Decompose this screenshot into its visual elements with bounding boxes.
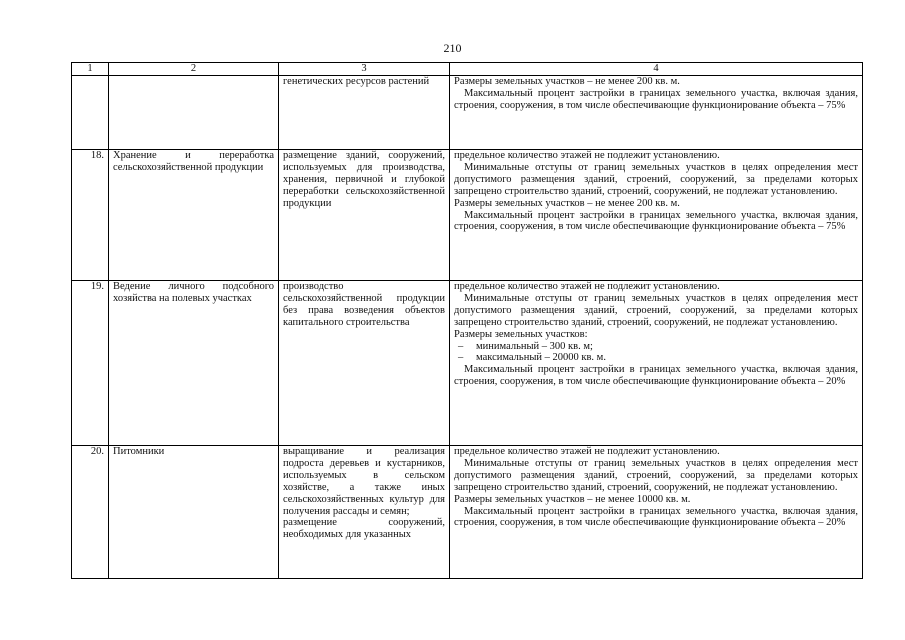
page-number: 210 (443, 41, 462, 55)
land-use-table (71, 62, 863, 579)
use-description (279, 446, 450, 579)
use-parameters (450, 281, 863, 446)
use-type-name: Питомники (109, 446, 279, 579)
use-description: размещение зданий, сооружений, используемых для производства, хранения, первичной и глубокой переработки сельскохозяйственной продукции (279, 150, 450, 281)
parameter-text: Максимальный процент застройки в границах земельного участка, включая здания, строения, сооружения, в том числе обеспечивающие функционирование объекта – 75% (454, 209, 858, 233)
parameter-text: Размеры земельных участков: (454, 328, 588, 340)
row-number: 20. (72, 446, 109, 579)
parameter-text: Минимальные отступы от границ земельных участков в целях определения мест допустимого размещения зданий, строений, сооружений, за пределами которых запрещено строительство зданий, строений, сооружений, не подлежат установлению. (454, 292, 858, 328)
column-number-row (72, 63, 863, 76)
list-item (454, 352, 858, 364)
parameter-text: Размеры земельных участков – не менее 200 кв. м. (454, 197, 680, 209)
use-parameters (450, 150, 863, 281)
parameter-text: Максимальный процент застройки в границах земельного участка, включая здания, строения, сооружения, в том числе обеспечивающие функционирование объекта – 75% (454, 87, 858, 111)
table-row (72, 150, 863, 281)
parameter-text: Минимальные отступы от границ земельных участков в целях определения мест допустимого размещения зданий, строений, сооружений, за пределами которых запрещено строительство зданий, строений, сооружений, не подлежат установлению. (454, 161, 858, 197)
row-number (72, 76, 109, 150)
dash-marker: – (458, 340, 464, 352)
use-type-name: Хранение и переработка сельскохозяйственной продукции (109, 150, 279, 281)
parameter-text: Размеры земельных участков – не менее 200 кв. м. (454, 76, 680, 87)
row-number: 19. (72, 281, 109, 446)
parameter-text: Максимальный процент застройки в границах земельного участка, включая здания, строения, сооружения, в том числе обеспечивающие функционирование объекта – 20% (454, 364, 858, 388)
column-number: 2 (109, 63, 279, 76)
use-description: производство сельскохозяйственной продукции без права возведения объектов капитального строительства (279, 281, 450, 446)
description-text: размещение сооружений, необходимых для указанных (283, 517, 445, 541)
column-number: 1 (72, 63, 109, 76)
parameter-text: предельное количество этажей не подлежит установлению. (454, 446, 720, 457)
column-number: 3 (279, 63, 450, 76)
use-parameters (450, 446, 863, 579)
list-item-text: минимальный – 300 кв. м; (476, 340, 593, 352)
parameter-text: Максимальный процент застройки в границах земельного участка, включая здания, строения, сооружения, в том числе обеспечивающие функционирование объекта – 20% (454, 505, 858, 529)
description-text: выращивание и реализация подроста деревьев и кустарников, используемых в сельском хозяйстве, а также иных сельскохозяйственных культур для получения рассады и семян; (283, 446, 445, 517)
table-row (72, 76, 863, 150)
parameter-text: предельное количество этажей не подлежит установлению. (454, 281, 720, 292)
row-number: 18. (72, 150, 109, 281)
table-row (72, 446, 863, 579)
parameter-text: предельное количество этажей не подлежит установлению. (454, 150, 720, 161)
column-number: 4 (450, 63, 863, 76)
use-type-name (109, 76, 279, 150)
use-parameters (450, 76, 863, 150)
parameter-text: Размеры земельных участков – не менее 10000 кв. м. (454, 493, 691, 505)
list-item-text: максимальный – 20000 кв. м. (476, 352, 606, 364)
dash-marker: – (458, 352, 464, 364)
parameter-text: Минимальные отступы от границ земельных участков в целях определения мест допустимого размещения зданий, строений, сооружений, за пределами которых запрещено строительство зданий, строений, сооружений, не подлежат установлению. (454, 457, 858, 493)
use-type-name: Ведение личного подсобного хозяйства на полевых участках (109, 281, 279, 446)
use-description: генетических ресурсов растений (279, 76, 450, 150)
list-item (454, 341, 858, 353)
table-row (72, 281, 863, 446)
